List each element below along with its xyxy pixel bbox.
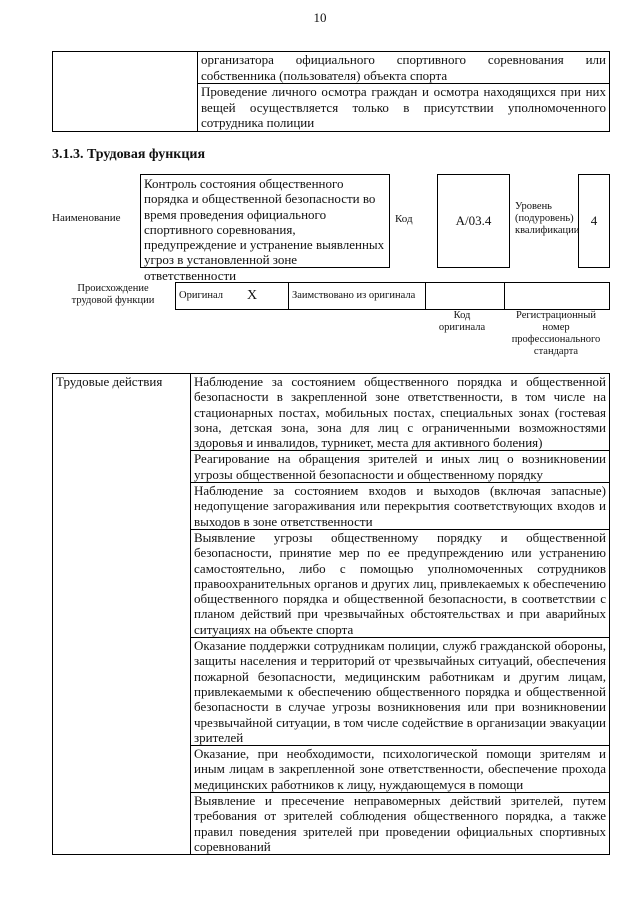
section-title: 3.1.3. Трудовая функция xyxy=(52,147,206,162)
empty-label-cell xyxy=(53,52,198,132)
code-caption: Код оригинала xyxy=(438,310,486,333)
original-code-cell xyxy=(426,283,505,310)
name-label: Наименование xyxy=(52,212,121,224)
table-row: организатора официального спортивного соревнования или собственника (пользователя) объекта спорта xyxy=(198,52,610,84)
code-value: A/03.4 xyxy=(455,213,492,228)
table-row: Наблюдение за состоянием общественного порядка и общественной безопасности в закрепленной зоне ответственности, в том числе на стационарных постах, мобильных постах, специальных зонах (гостевая зона, детская зона, зона для лиц с ограниченными возможностями здоровья и инвалидов, турникет, места для активного боления) xyxy=(191,374,610,451)
table-row: Оказание, при необходимости, психологической помощи зрителям и иным лицам в закрепленной зоне ответственности, обеспечение прохода медицинских работников к лицу, нуждающемуся в помощи xyxy=(191,746,610,793)
table-row: Выявление и пресечение неправомерных действий зрителей, путем требования от зрителей соблюдения общественного порядка, а также правил поведения зрителей при проведении официальных спортивных соревнований xyxy=(191,793,610,855)
original-label: Оригинал xyxy=(176,283,245,310)
table-row: Реагирование на обращения зрителей и иных лиц о возникновении угрозы общественной безопасности и общественному порядку xyxy=(191,451,610,483)
borrowed-label: Заимствовано из оригинала xyxy=(289,283,426,310)
reg-number-cell xyxy=(505,283,610,310)
labor-actions-table xyxy=(52,373,610,855)
origin-label: Происхождение трудовой функции xyxy=(71,283,155,306)
level-label: Уровень (подуровень) квалификации xyxy=(515,201,580,236)
function-name-value: Контроль состояния общественного порядка и общественной безопасности во время проведения официального спортивного соревнования, предупреждение и устранение выявленных угроз в установленной зоне ответственности xyxy=(140,174,390,268)
code-label: Код xyxy=(395,213,413,225)
reg-caption: Регистрационный номер профессионального стандарта xyxy=(511,310,601,357)
actions-label: Трудовые действия xyxy=(53,374,191,855)
continued-table xyxy=(52,51,610,132)
page-number: 10 xyxy=(313,10,327,25)
table-row: Выявление угрозы общественному порядку и общественной безопасности, принятие мер по ее предупреждению или устранению самостоятельно, либо с помощью уполномоченных сотрудников правоохранительных органов и других лиц, привлекаемых к обеспечению общественного порядка и общественной безопасности, в соответствии с планом действий при чрезвычайных обстоятельствах и при аварийных ситуациях на объекте спорта xyxy=(191,529,610,637)
table-row: Оказание поддержки сотрудникам полиции, служб гражданской обороны, защиты населения и территорий от чрезвычайных ситуаций, обеспечения пожарной безопасности, медицинским работникам и другим лицам, привлекаемыми к обеспечению общественного порядка и общественной безопасности в случае угрозы возникновения или при возникновении чрезвычайной ситуации, в том числе содействие в организации эвакуации зрителей xyxy=(191,638,610,746)
level-value: 4 xyxy=(590,213,598,228)
level-value-box xyxy=(578,174,610,268)
code-value-box xyxy=(437,174,510,268)
table-row: Проведение личного осмотра граждан и осмотра находящихся при них вещей осуществляется только в присутствии уполномоченного сотрудника полиции xyxy=(198,84,610,132)
origin-table xyxy=(175,282,610,310)
original-mark: X xyxy=(244,283,289,310)
table-row: Наблюдение за состоянием входов и выходов (включая запасные) недопущение загораживания или перекрытия соответствующих входов и выходов в зоне ответственности xyxy=(191,483,610,530)
